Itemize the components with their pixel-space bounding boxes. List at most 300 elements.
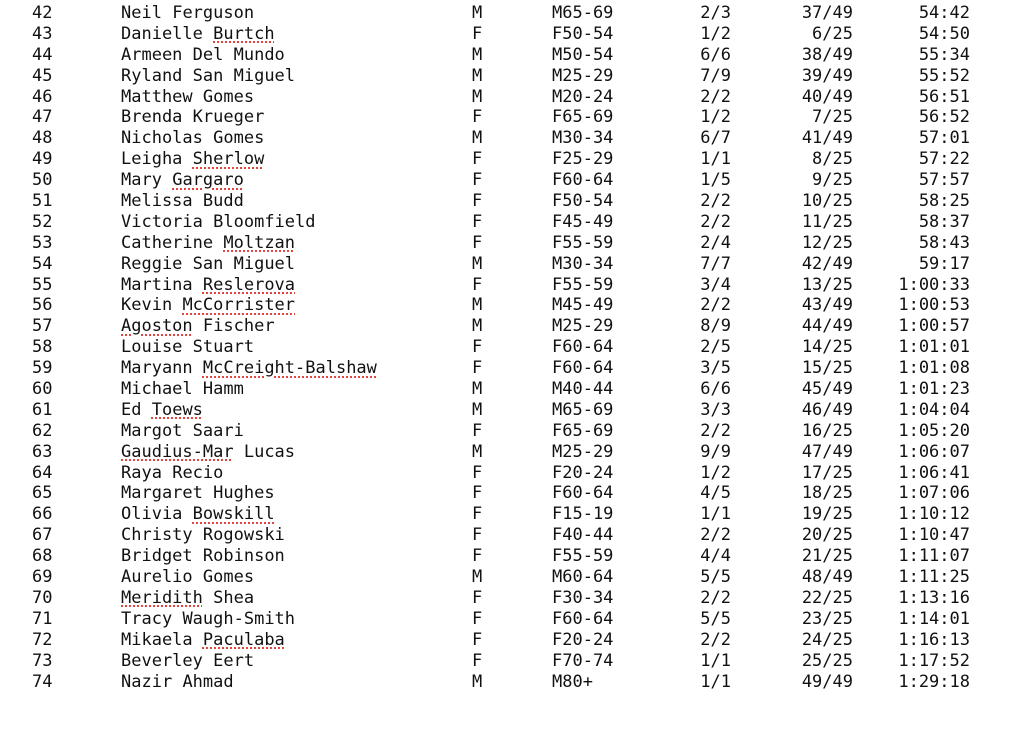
- division-place-cell: 1/1: [700, 504, 731, 525]
- division-cell: M45-49: [552, 295, 614, 316]
- time-cell: 58:37: [918, 211, 970, 232]
- place-cell: 44: [32, 44, 53, 65]
- result-row: [0, 128, 1024, 149]
- sex-cell: F: [472, 211, 483, 232]
- first-name: Michael: [121, 379, 193, 400]
- division-place-cell: 8/9: [700, 316, 731, 337]
- result-row: [0, 504, 1024, 525]
- sex-cell: M: [472, 128, 483, 149]
- division-place-cell: 5/5: [700, 567, 731, 588]
- division-cell: M20-24: [552, 86, 614, 107]
- division-cell: M40-44: [552, 379, 614, 400]
- division-cell: F55-59: [552, 232, 614, 253]
- first-name: Catherine: [121, 232, 214, 253]
- first-name: Ed: [121, 399, 142, 420]
- time-cell: 1:01:23: [898, 379, 970, 400]
- division-place-cell: 1/2: [700, 107, 731, 128]
- sex-place-cell: 38/49: [801, 44, 853, 65]
- result-row: [0, 66, 1024, 87]
- results-table: [0, 3, 1024, 692]
- division-place-cell: 2/2: [700, 525, 731, 546]
- place-cell: 64: [32, 462, 53, 483]
- result-row: [0, 609, 1024, 630]
- time-cell: 57:01: [918, 128, 970, 149]
- name-cell: [121, 483, 275, 504]
- sex-place-cell: 23/25: [801, 608, 853, 629]
- last-name: Ahmad: [182, 671, 234, 692]
- division-place-cell: 6/6: [700, 379, 731, 400]
- name-cell: [121, 275, 295, 296]
- first-name: Leigha: [121, 149, 183, 170]
- division-place-cell: 2/2: [700, 629, 731, 650]
- place-cell: 50: [32, 170, 53, 191]
- name-cell: [121, 212, 316, 233]
- first-name: Armeen: [121, 44, 183, 65]
- name-cell: [121, 609, 295, 630]
- division-cell: M60-64: [552, 567, 614, 588]
- sex-place-cell: 14/25: [801, 337, 853, 358]
- sex-place-cell: 24/25: [801, 629, 853, 650]
- first-name: Olivia: [121, 504, 183, 525]
- first-name: Nicholas: [121, 128, 203, 149]
- name-cell: [121, 546, 285, 567]
- last-name: Rogowski: [202, 525, 285, 546]
- result-row: [0, 525, 1024, 546]
- sex-cell: F: [472, 170, 483, 191]
- last-name[interactable]: Gargaro: [172, 170, 244, 191]
- sex-place-cell: 12/25: [801, 232, 853, 253]
- division-cell: F60-64: [552, 608, 614, 629]
- division-place-cell: 2/2: [700, 420, 731, 441]
- division-cell: M30-34: [552, 253, 614, 274]
- place-cell: 51: [32, 191, 53, 212]
- division-place-cell: 2/4: [700, 232, 731, 253]
- first-name: Matthew: [121, 86, 193, 107]
- time-cell: 1:17:52: [898, 650, 970, 671]
- first-name[interactable]: Agoston: [121, 316, 193, 337]
- time-cell: 1:01:08: [898, 358, 970, 379]
- sex-place-cell: 25/25: [801, 650, 853, 671]
- last-name: Bloomfield: [213, 211, 316, 232]
- name-cell: [121, 400, 203, 421]
- place-cell: 72: [32, 629, 53, 650]
- result-row: [0, 651, 1024, 672]
- sex-place-cell: 17/25: [801, 462, 853, 483]
- time-cell: 1:06:07: [898, 441, 970, 462]
- place-cell: 57: [32, 316, 53, 337]
- time-cell: 1:04:04: [898, 399, 970, 420]
- first-name: Margaret: [121, 483, 203, 504]
- place-cell: 61: [32, 399, 53, 420]
- first-name: Melissa: [121, 191, 193, 212]
- place-cell: 74: [32, 671, 53, 692]
- result-row: [0, 421, 1024, 442]
- name-cell: [121, 588, 254, 609]
- sex-place-cell: 6/25: [812, 23, 853, 44]
- sex-place-cell: 10/25: [801, 191, 853, 212]
- name-cell: [121, 87, 254, 108]
- place-cell: 46: [32, 86, 53, 107]
- first-name: Nazir: [121, 671, 173, 692]
- sex-place-cell: 47/49: [801, 441, 853, 462]
- division-place-cell: 1/1: [700, 650, 731, 671]
- sex-place-cell: 43/49: [801, 295, 853, 316]
- division-cell: F65-69: [552, 107, 614, 128]
- last-name: San Miguel: [192, 253, 296, 274]
- name-cell: [121, 630, 285, 651]
- first-name: Raya: [121, 462, 162, 483]
- name-cell: [121, 567, 254, 588]
- sex-cell: F: [472, 504, 483, 525]
- division-cell: F15-19: [552, 504, 614, 525]
- name-cell: [121, 128, 264, 149]
- sex-cell: F: [472, 107, 483, 128]
- name-cell: [121, 149, 264, 170]
- sex-cell: M: [472, 567, 483, 588]
- name-cell: [121, 504, 275, 525]
- result-row: [0, 546, 1024, 567]
- division-cell: F60-64: [552, 483, 614, 504]
- last-name[interactable]: Burtch: [213, 23, 275, 44]
- time-cell: 58:25: [918, 191, 970, 212]
- sex-place-cell: 8/25: [812, 149, 853, 170]
- first-name: Kevin: [121, 295, 173, 316]
- name-cell: [121, 463, 223, 484]
- result-row: [0, 379, 1024, 400]
- time-cell: 1:11:07: [898, 546, 970, 567]
- sex-place-cell: 19/25: [801, 504, 853, 525]
- division-cell: M80+: [552, 671, 593, 692]
- last-name[interactable]: Paculaba: [202, 629, 285, 650]
- time-cell: 1:05:20: [898, 420, 970, 441]
- sex-cell: M: [472, 671, 483, 692]
- result-row: [0, 442, 1024, 463]
- sex-place-cell: 20/25: [801, 525, 853, 546]
- division-cell: F20-24: [552, 629, 614, 650]
- result-row: [0, 316, 1024, 337]
- result-row: [0, 630, 1024, 651]
- place-cell: 67: [32, 525, 53, 546]
- division-place-cell: 4/5: [700, 483, 731, 504]
- last-name: Hamm: [202, 379, 244, 400]
- division-place-cell: 2/3: [700, 3, 731, 23]
- sex-place-cell: 44/49: [801, 316, 853, 337]
- place-cell: 52: [32, 211, 53, 232]
- time-cell: 1:16:13: [898, 629, 970, 650]
- first-name: Aurelio: [121, 567, 193, 588]
- last-name: Krueger: [192, 107, 265, 128]
- division-place-cell: 2/2: [700, 211, 731, 232]
- last-name: Lucas: [243, 441, 296, 462]
- first-name: Neil: [121, 3, 162, 23]
- first-name: Bridget: [121, 546, 193, 567]
- last-name: Hughes: [213, 483, 275, 504]
- division-cell: F50-54: [552, 191, 614, 212]
- division-cell: F60-64: [552, 358, 614, 379]
- sex-cell: F: [472, 629, 483, 650]
- time-cell: 55:52: [918, 65, 970, 86]
- first-name[interactable]: Gaudius-Mar: [121, 441, 234, 462]
- time-cell: 56:51: [918, 86, 970, 107]
- last-name: Waugh-Smith: [182, 608, 296, 629]
- time-cell: 1:01:01: [898, 337, 970, 358]
- sex-place-cell: 46/49: [801, 399, 853, 420]
- place-cell: 69: [32, 567, 53, 588]
- last-name[interactable]: Toews: [151, 399, 203, 420]
- time-cell: 1:07:06: [898, 483, 970, 504]
- first-name: Mikaela: [121, 629, 193, 650]
- sex-cell: M: [472, 316, 483, 337]
- division-place-cell: 9/9: [700, 441, 731, 462]
- last-name: San Miguel: [192, 65, 296, 86]
- first-name: Margot: [121, 420, 183, 441]
- name-cell: [121, 170, 244, 191]
- last-name: Stuart: [192, 337, 255, 358]
- first-name: Victoria: [121, 211, 203, 232]
- division-cell: F20-24: [552, 462, 614, 483]
- last-name[interactable]: McCreight-Balshaw: [202, 358, 377, 379]
- division-place-cell: 1/1: [700, 149, 731, 170]
- first-name: Danielle: [121, 23, 203, 44]
- result-row: [0, 358, 1024, 379]
- division-place-cell: 3/4: [700, 274, 731, 295]
- name-cell: [121, 672, 234, 693]
- sex-place-cell: 49/49: [801, 671, 853, 692]
- last-name: Robinson: [202, 546, 285, 567]
- place-cell: 53: [32, 232, 53, 253]
- name-cell: [121, 358, 377, 379]
- sex-place-cell: 40/49: [801, 86, 853, 107]
- name-cell: [121, 191, 244, 212]
- name-cell: [121, 3, 254, 24]
- name-cell: [121, 379, 244, 400]
- first-name: Tracy: [121, 608, 173, 629]
- division-place-cell: 6/6: [700, 44, 731, 65]
- first-name: Louise: [121, 337, 183, 358]
- first-name[interactable]: Meridith: [121, 587, 203, 608]
- place-cell: 70: [32, 587, 53, 608]
- division-place-cell: 3/3: [700, 399, 731, 420]
- sex-cell: M: [472, 295, 483, 316]
- sex-cell: F: [472, 420, 483, 441]
- sex-place-cell: 41/49: [801, 128, 853, 149]
- sex-place-cell: 7/25: [812, 107, 853, 128]
- sex-cell: M: [472, 441, 483, 462]
- name-cell: [121, 421, 244, 442]
- sex-cell: M: [472, 379, 483, 400]
- place-cell: 60: [32, 379, 53, 400]
- division-cell: F65-69: [552, 420, 614, 441]
- name-cell: [121, 651, 254, 672]
- last-name[interactable]: Reslerova: [202, 274, 296, 295]
- last-name[interactable]: Sherlow: [192, 149, 265, 170]
- time-cell: 55:34: [918, 44, 970, 65]
- last-name: Recio: [172, 462, 224, 483]
- division-cell: M30-34: [552, 128, 614, 149]
- division-cell: F45-49: [552, 211, 614, 232]
- last-name: Gomes: [202, 86, 255, 107]
- result-row: [0, 275, 1024, 296]
- name-cell: [121, 66, 295, 87]
- name-cell: [121, 442, 295, 463]
- time-cell: 1:00:57: [898, 316, 970, 337]
- sex-cell: F: [472, 232, 483, 253]
- division-place-cell: 7/9: [700, 65, 731, 86]
- last-name: Budd: [202, 191, 244, 212]
- division-cell: M50-54: [552, 44, 614, 65]
- place-cell: 49: [32, 149, 53, 170]
- division-place-cell: 2/5: [700, 337, 731, 358]
- time-cell: 1:11:25: [898, 567, 970, 588]
- result-row: [0, 87, 1024, 108]
- place-cell: 71: [32, 608, 53, 629]
- place-cell: 58: [32, 337, 53, 358]
- result-row: [0, 254, 1024, 275]
- sex-place-cell: 13/25: [801, 274, 853, 295]
- last-name: Eert: [213, 650, 255, 671]
- division-place-cell: 4/4: [700, 546, 731, 567]
- sex-cell: M: [472, 253, 483, 274]
- division-place-cell: 3/5: [700, 358, 731, 379]
- result-row: [0, 463, 1024, 484]
- result-row: [0, 295, 1024, 316]
- name-cell: [121, 337, 254, 358]
- sex-cell: F: [472, 191, 483, 212]
- division-cell: M25-29: [552, 316, 614, 337]
- last-name[interactable]: McCorrister: [182, 295, 296, 316]
- time-cell: 1:00:53: [898, 295, 970, 316]
- last-name: Shea: [213, 587, 255, 608]
- sex-cell: F: [472, 483, 483, 504]
- sex-cell: M: [472, 44, 483, 65]
- division-cell: M25-29: [552, 65, 614, 86]
- result-row: [0, 337, 1024, 358]
- sex-cell: F: [472, 337, 483, 358]
- sex-place-cell: 48/49: [801, 567, 853, 588]
- division-place-cell: 6/7: [700, 128, 731, 149]
- division-place-cell: 2/2: [700, 86, 731, 107]
- time-cell: 1:00:33: [898, 274, 970, 295]
- last-name: Del Mundo: [192, 44, 285, 65]
- last-name: Ferguson: [172, 3, 255, 23]
- result-row: [0, 107, 1024, 128]
- sex-cell: F: [472, 525, 483, 546]
- time-cell: 54:50: [918, 23, 970, 44]
- time-cell: 1:29:18: [898, 671, 970, 692]
- time-cell: 59:17: [918, 253, 970, 274]
- division-cell: F60-64: [552, 337, 614, 358]
- first-name: Beverley: [121, 650, 203, 671]
- division-cell: F25-29: [552, 149, 614, 170]
- time-cell: 1:06:41: [898, 462, 970, 483]
- sex-place-cell: 45/49: [801, 379, 853, 400]
- name-cell: [121, 254, 295, 275]
- sex-cell: M: [472, 3, 483, 23]
- division-cell: F50-54: [552, 23, 614, 44]
- sex-cell: F: [472, 149, 483, 170]
- result-row: [0, 149, 1024, 170]
- sex-place-cell: 16/25: [801, 420, 853, 441]
- time-cell: 56:52: [918, 107, 970, 128]
- name-cell: [121, 45, 285, 66]
- first-name: Ryland: [121, 65, 183, 86]
- place-cell: 43: [32, 23, 53, 44]
- sex-place-cell: 22/25: [801, 587, 853, 608]
- time-cell: 1:10:12: [898, 504, 970, 525]
- sex-cell: F: [472, 358, 483, 379]
- division-place-cell: 1/2: [700, 23, 731, 44]
- time-cell: 1:13:16: [898, 587, 970, 608]
- result-row: [0, 24, 1024, 45]
- division-place-cell: 7/7: [700, 253, 731, 274]
- division-place-cell: 2/2: [700, 587, 731, 608]
- name-cell: [121, 107, 264, 128]
- place-cell: 68: [32, 546, 53, 567]
- last-name[interactable]: Bowskill: [192, 504, 275, 525]
- result-row: [0, 3, 1024, 24]
- last-name: Gomes: [213, 128, 265, 149]
- result-row: [0, 45, 1024, 66]
- place-cell: 48: [32, 128, 53, 149]
- division-cell: M25-29: [552, 441, 614, 462]
- sex-cell: F: [472, 650, 483, 671]
- division-place-cell: 5/5: [700, 608, 731, 629]
- sex-place-cell: 37/49: [801, 3, 853, 23]
- result-row: [0, 233, 1024, 254]
- time-cell: 57:57: [918, 170, 970, 191]
- last-name: Saari: [192, 420, 244, 441]
- sex-cell: F: [472, 23, 483, 44]
- time-cell: 1:14:01: [898, 608, 970, 629]
- sex-place-cell: 39/49: [801, 65, 853, 86]
- place-cell: 54: [32, 253, 53, 274]
- last-name: Fischer: [202, 316, 275, 337]
- sex-place-cell: 21/25: [801, 546, 853, 567]
- sex-cell: M: [472, 86, 483, 107]
- last-name[interactable]: Moltzan: [223, 232, 296, 253]
- name-cell: [121, 24, 275, 45]
- sex-cell: F: [472, 462, 483, 483]
- division-cell: F70-74: [552, 650, 614, 671]
- sex-cell: M: [472, 399, 483, 420]
- sex-cell: F: [472, 608, 483, 629]
- sex-place-cell: 42/49: [801, 253, 853, 274]
- place-cell: 42: [32, 3, 53, 23]
- result-row: [0, 567, 1024, 588]
- first-name: Mary: [121, 170, 162, 191]
- sex-place-cell: 15/25: [801, 358, 853, 379]
- time-cell: 58:43: [918, 232, 970, 253]
- result-row: [0, 588, 1024, 609]
- place-cell: 56: [32, 295, 53, 316]
- name-cell: [121, 525, 285, 546]
- place-cell: 59: [32, 358, 53, 379]
- place-cell: 47: [32, 107, 53, 128]
- division-place-cell: 2/2: [700, 295, 731, 316]
- division-cell: F40-44: [552, 525, 614, 546]
- place-cell: 55: [32, 274, 53, 295]
- last-name: Gomes: [202, 567, 255, 588]
- sex-cell: F: [472, 274, 483, 295]
- division-place-cell: 1/5: [700, 170, 731, 191]
- time-cell: 57:22: [918, 149, 970, 170]
- time-cell: 54:42: [918, 3, 970, 23]
- sex-place-cell: 9/25: [812, 170, 853, 191]
- place-cell: 65: [32, 483, 53, 504]
- place-cell: 66: [32, 504, 53, 525]
- name-cell: [121, 233, 295, 254]
- result-row: [0, 170, 1024, 191]
